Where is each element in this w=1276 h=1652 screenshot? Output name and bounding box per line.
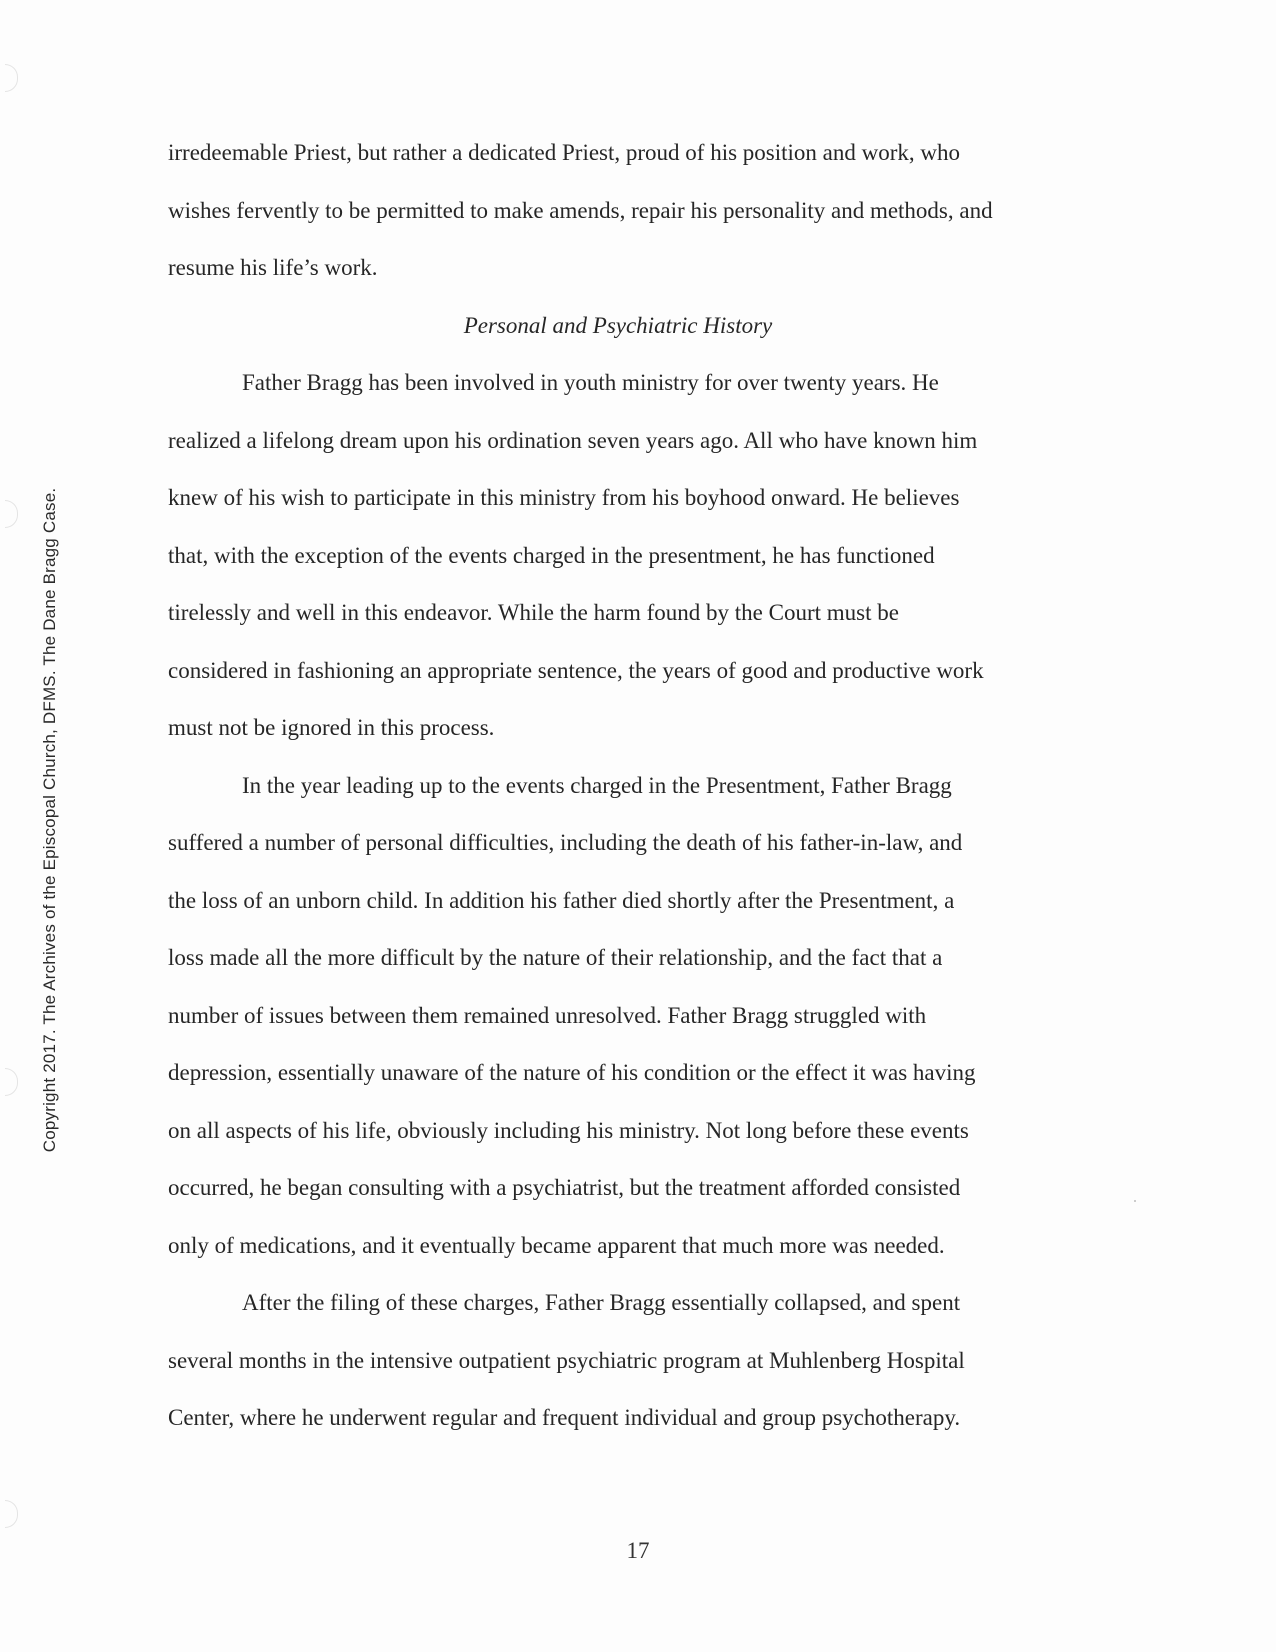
page-number: 17 [626, 1538, 650, 1563]
text-line: Father Bragg has been involved in youth ministry for over twenty years. He [242, 370, 939, 395]
text-line: In the year leading up to the events charged in the Presentment, Father Bragg [242, 772, 952, 798]
text-line: depression, essentially unaware of the nature of his condition or the effect it was having [168, 1060, 976, 1085]
body-text [168, 124, 1068, 1447]
text-line: realized a lifelong dream upon his ordination seven years ago. All who have known him [168, 427, 978, 453]
punch-hole-mark [5, 64, 18, 92]
text-line: considered in fashioning an appropriate sentence, the years of good and productive work [168, 657, 984, 683]
text-line: knew of his wish to participate in this ministry from his boyhood onward. He believes [168, 485, 960, 510]
text-line: After the filing of these charges, Father Bragg essentially collapsed, and spent [242, 1290, 961, 1315]
text-line: must not be ignored in this process. [168, 715, 495, 740]
punch-hole-mark [5, 500, 18, 528]
text-line: several months in the intensive outpatient psychiatric program at Muhlenberg Hospital [168, 1347, 965, 1373]
text-line: occurred, he began consulting with a psychiatrist, but the treatment afforded consisted [168, 1175, 961, 1200]
text-line: tirelessly and well in this endeavor. While the harm found by the Court must be [168, 600, 899, 625]
text-line: the loss of an unborn child. In addition his father died shortly after the Presentment, a [168, 887, 955, 913]
text-line: Center, where he underwent regular and frequent individual and group psychotherapy. [168, 1405, 961, 1430]
text-line: irredeemable Priest, but rather a dedicated Priest, proud of his position and work, who [168, 140, 961, 165]
punch-hole-mark [5, 1500, 18, 1528]
text-line: only of medications, and it eventually became apparent that much more was needed. [168, 1232, 945, 1258]
text-line: wishes fervently to be permitted to make amends, repair his personality and methods, and [168, 197, 993, 223]
text-line: number of issues between them remained unresolved. Father Bragg struggled with [168, 1002, 927, 1028]
punch-hole-mark [5, 1068, 18, 1096]
section-heading: Personal and Psychiatric History [463, 312, 773, 338]
text-line: loss made all the more difficult by the nature of their relationship, and the fact that a [168, 945, 943, 970]
text-line: resume his life’s work. [168, 255, 378, 280]
text-line: that, with the exception of the events charged in the presentment, he has functioned [168, 542, 935, 568]
copyright-watermark: Copyright 2017. The Archives of the Episcopal Church, DFMS. The Dane Bragg Case. [40, 487, 59, 1153]
scan-speck [1134, 1200, 1136, 1202]
text-line: on all aspects of his life, obviously including his ministry. Not long before these events [168, 1117, 969, 1143]
text-line: suffered a number of personal difficulties, including the death of his father-in-law, and [168, 830, 963, 855]
